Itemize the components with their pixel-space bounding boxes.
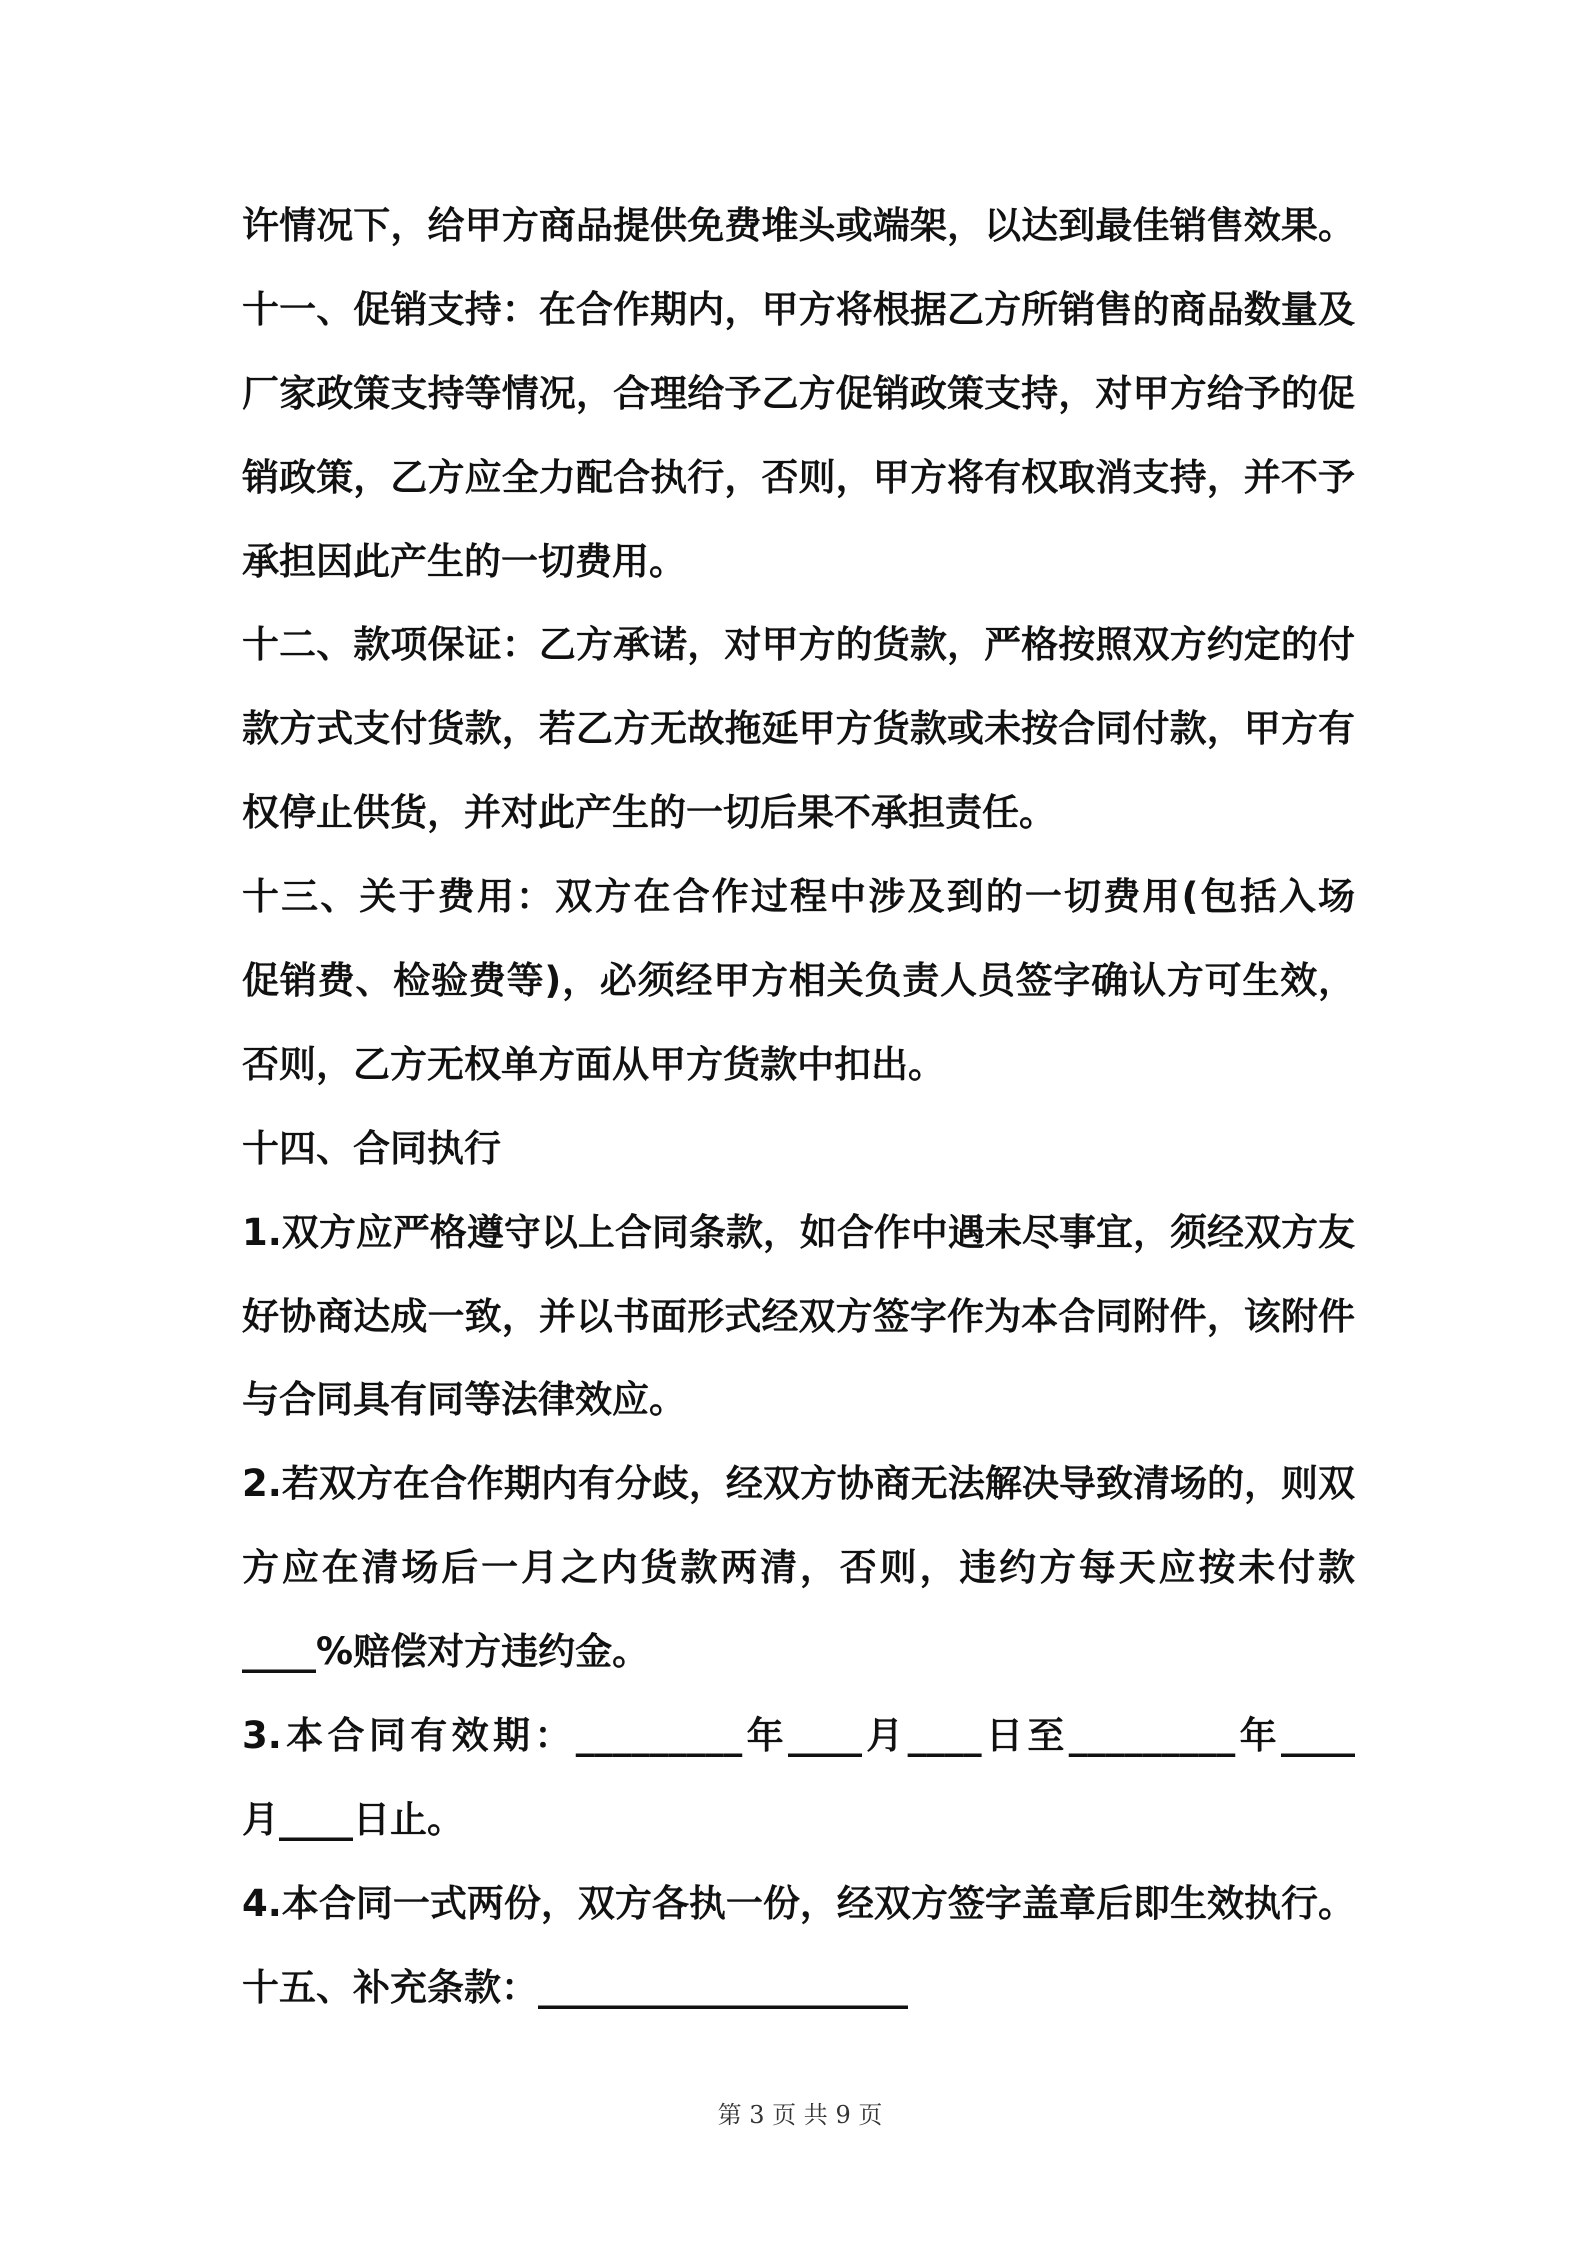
paragraph-line: 款方式支付货款，若乙方无故拖延甲方货款或未按合同付款，甲方有 bbox=[242, 707, 1355, 751]
paragraph-line: 好协商达成一致，并以书面形式经双方签字作为本合同附件，该附件 bbox=[242, 1294, 1355, 1338]
paragraph-line: 与合同具有同等法律效应。 bbox=[242, 1378, 686, 1422]
item-3-line: 3.本合同有效期：_________年____月____日至_________年____ bbox=[242, 1714, 1355, 1758]
paragraph-line: 权停止供货，并对此产生的一切后果不承担责任。 bbox=[242, 791, 1056, 835]
paragraph-line: 承担因此产生的一切费用。 bbox=[242, 539, 686, 583]
section-heading: 十四、合同执行 bbox=[242, 1126, 501, 1170]
paragraph-line: 销政策，乙方应全力配合执行，否则，甲方将有权取消支持，并不予 bbox=[242, 455, 1355, 499]
paragraph-line: 促销费、检验费等)，必须经甲方相关负责人员签字确认方可生效， bbox=[242, 959, 1355, 1003]
clause-13-line: 十三、关于费用：双方在合作过程中涉及到的一切费用(包括入场 bbox=[242, 875, 1355, 919]
paragraph-line: 方应在清场后一月之内货款两清，否则，违约方每天应按未付款 bbox=[242, 1546, 1355, 1590]
paragraph-line: ____%赔偿对方违约金。 bbox=[242, 1630, 650, 1674]
clause-12-line: 十二、款项保证：乙方承诺，对甲方的货款，严格按照双方约定的付 bbox=[242, 623, 1355, 667]
paragraph-line: 月____日止。 bbox=[242, 1797, 464, 1841]
item-4-line: 4.本合同一式两份，双方各执一份，经双方签字盖章后即生效执行。 bbox=[242, 1881, 1355, 1925]
clause-15-line: 十五、补充条款：____________________ bbox=[242, 1965, 908, 2009]
page-footer: 第 3 页 共 9 页 bbox=[717, 2101, 883, 2129]
paragraph-line: 厂家政策支持等情况，合理给予乙方促销政策支持，对甲方给予的促 bbox=[242, 371, 1355, 415]
clause-11-line: 十一、促销支持：在合作期内，甲方将根据乙方所销售的商品数量及 bbox=[242, 287, 1355, 331]
paragraph-line: 许情况下，给甲方商品提供免费堆头或端架，以达到最佳销售效果。 bbox=[242, 204, 1355, 247]
item-2-line: 2.若双方在合作期内有分歧，经双方协商无法解决导致清场的，则双 bbox=[242, 1462, 1355, 1506]
document-body bbox=[242, 184, 1355, 2030]
item-1-line: 1.双方应严格遵守以上合同条款，如合作中遇未尽事宜，须经双方友 bbox=[242, 1210, 1355, 1254]
paragraph-line: 否则，乙方无权单方面从甲方货款中扣出。 bbox=[242, 1042, 945, 1086]
